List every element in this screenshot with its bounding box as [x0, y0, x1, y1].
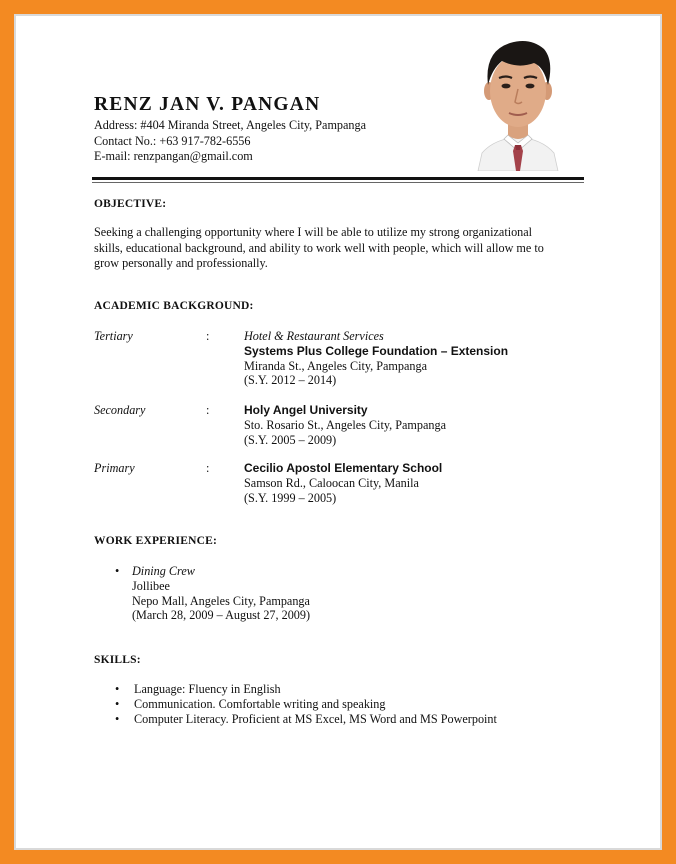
objective-heading: OBJECTIVE:: [94, 198, 167, 210]
bullet-icon: •: [115, 564, 120, 578]
education-colon: :: [206, 329, 210, 343]
education-level-secondary: Secondary: [94, 403, 146, 417]
education-entry-tertiary: [244, 329, 508, 388]
education-colon: :: [206, 403, 210, 417]
bullet-icon: •: [115, 712, 120, 727]
education-entry-secondary: [244, 403, 446, 447]
education-school: Systems Plus College Foundation – Extension: [244, 343, 509, 358]
header-rule-thin: [92, 182, 584, 183]
objective-text: [94, 225, 584, 272]
education-course: Hotel & Restaurant Services: [244, 329, 384, 343]
objective-line: skills, educational background, and ability to work well with people, which will allow me to: [94, 240, 544, 255]
bullet-icon: •: [115, 682, 120, 696]
work-heading: WORK EXPERIENCE:: [94, 535, 218, 547]
education-level-tertiary: Tertiary: [94, 329, 133, 343]
contact-number-line: Contact No.: +63 917-782-6556: [94, 133, 251, 148]
education-years: (S.Y. 1999 – 2005): [244, 490, 337, 505]
contact-block: [94, 118, 366, 165]
work-location: Nepo Mall, Angeles City, Pampanga: [132, 593, 310, 608]
education-school: Cecilio Apostol Elementary School: [244, 461, 443, 475]
work-period: (March 28, 2009 – August 27, 2009): [132, 608, 311, 623]
skill-text: Communication. Comfortable writing and speaking: [134, 697, 386, 712]
education-address: Sto. Rosario St., Angeles City, Pampanga: [244, 417, 446, 432]
skills-heading: SKILLS:: [94, 654, 141, 666]
skill-text: Computer Literacy. Proficient at MS Excel, MS Word and MS Powerpoint: [134, 712, 497, 727]
applicant-name: RENZ JAN V. PANGAN: [94, 94, 321, 115]
education-years: (S.Y. 2005 – 2009): [244, 432, 337, 447]
academic-heading: ACADEMIC BACKGROUND:: [94, 300, 254, 312]
education-colon: :: [206, 461, 210, 475]
objective-line: grow personally and professionally.: [94, 256, 268, 271]
work-company: Jollibee: [132, 578, 170, 593]
bullet-icon: •: [115, 697, 120, 712]
skill-text: Language: Fluency in English: [134, 682, 281, 696]
email-line: E-mail: renzpangan@gmail.com: [94, 149, 253, 163]
profile-photo: [474, 31, 562, 171]
education-address: Miranda St., Angeles City, Pampanga: [244, 358, 428, 373]
education-entry-primary: [244, 461, 442, 505]
work-role: Dining Crew: [132, 564, 195, 578]
header-rule: [92, 177, 584, 180]
education-school: Holy Angel University: [244, 403, 368, 417]
education-level-primary: Primary: [94, 461, 135, 475]
address-line: Address: #404 Miranda Street, Angeles City, Pampanga: [94, 118, 367, 132]
objective-line: Seeking a challenging opportunity where I will be able to utilize my strong organizational: [94, 225, 533, 239]
education-years: (S.Y. 2012 – 2014): [244, 373, 337, 388]
education-address: Samson Rd., Caloocan City, Manila: [244, 475, 419, 490]
